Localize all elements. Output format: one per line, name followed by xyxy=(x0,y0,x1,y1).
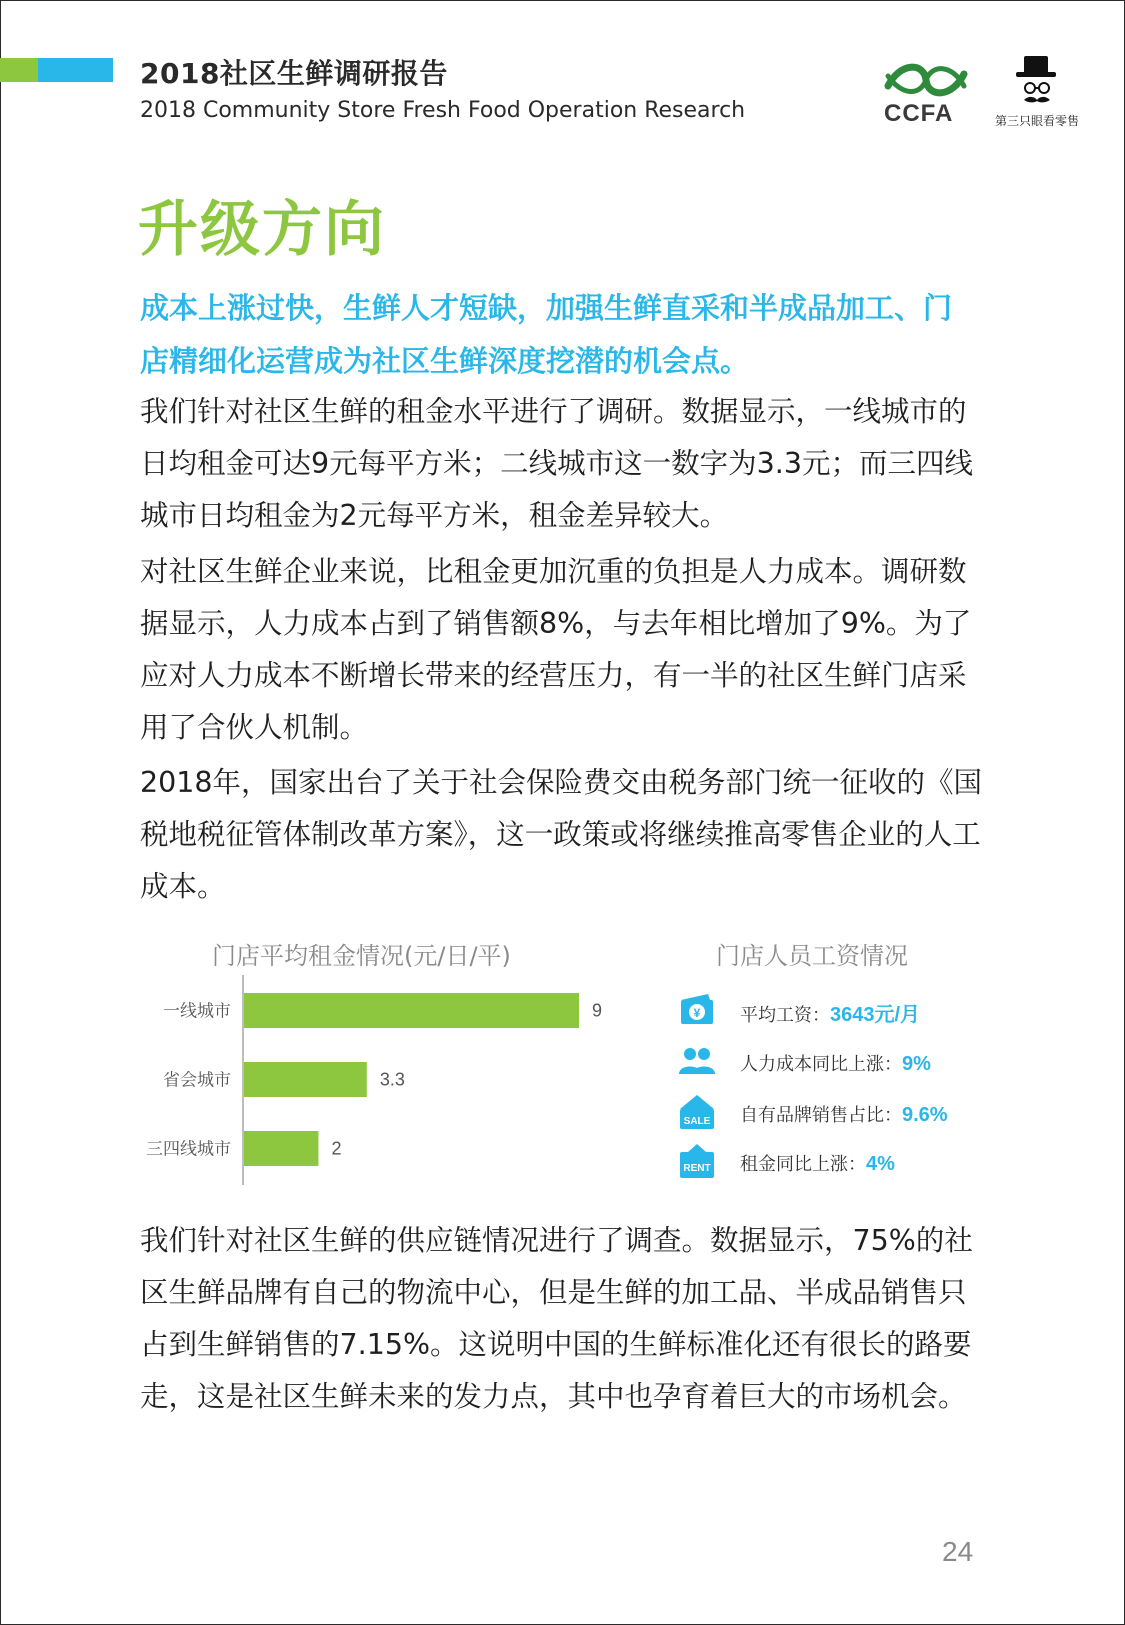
stat-label-text: 人力成本同比上涨： xyxy=(740,1054,902,1075)
paragraph-rent: 我们针对社区生鲜的租金水平进行了调研。数据显示，一线城市的日均租金可达9元每平方米；二线城市这一数字为3.3元；而三四线城市日均租金为2元每平方米，租金差异较大。 xyxy=(140,395,973,532)
bar xyxy=(244,1131,318,1166)
header-accent-green xyxy=(0,58,38,82)
report-title: 2018社区生鲜调研报告 xyxy=(140,57,448,90)
header-accent-blue xyxy=(38,58,113,82)
stat-label xyxy=(740,1101,948,1127)
stat-value: 9.6% xyxy=(902,1104,948,1126)
yen-wallet-icon xyxy=(678,990,716,1028)
third-eye-logo-text: 第三只眼看零售 xyxy=(995,114,1080,128)
stat-value: 9% xyxy=(902,1053,931,1075)
stat-label-text: 自有品牌销售占比： xyxy=(740,1105,902,1126)
sale-sign-icon xyxy=(678,1093,716,1131)
value-label: 9 xyxy=(592,1000,603,1021)
sale-sign-text: SALE xyxy=(683,1116,711,1127)
value-label: 2 xyxy=(331,1138,342,1159)
category-label: 省会城市 xyxy=(163,1070,231,1091)
bar xyxy=(244,1062,367,1097)
stat-rent-growth xyxy=(678,1142,998,1182)
rent-bar-chart xyxy=(140,975,660,1195)
stat-label xyxy=(740,1150,895,1176)
stat-value: 3643元/月 xyxy=(830,1004,921,1026)
category-label: 三四线城市 xyxy=(146,1139,231,1160)
yen-symbol: ¥ xyxy=(693,1006,701,1020)
category-label: 一线城市 xyxy=(163,1001,231,1022)
wage-panel-title: 门店人员工资情况 xyxy=(716,942,908,970)
stat-label xyxy=(740,1050,931,1076)
stat-private-brand-share xyxy=(678,1093,998,1133)
paragraph-policy: 2018年，国家出台了关于社会保险费交由税务部门统一征收的《国税地税征管体制改革方案》，这一政策或将继续推高零售企业的人工成本。 xyxy=(140,766,983,903)
stat-value: 4% xyxy=(866,1153,895,1175)
page-number: 24 xyxy=(942,1536,974,1567)
people-icon xyxy=(678,1042,716,1080)
value-label: 3.3 xyxy=(379,1069,405,1090)
paragraph-supply-chain: 我们针对社区生鲜的供应链情况进行了调查。数据显示，75%的社区生鲜品牌有自己的物流中心，但是生鲜的加工品、半成品销售只占到生鲜销售的7.15%。这说明中国的生鲜标准化还有很长的路要走，这是社区生鲜未来的发力点，其中也孕育着巨大的市场机会。 xyxy=(140,1224,973,1413)
rent-sign-text: RENT xyxy=(683,1163,711,1174)
paragraph-labor-cost: 对社区生鲜企业来说，比租金更加沉重的负担是人力成本。调研数据显示，人力成本占到了销售额8%，与去年相比增加了9%。为了应对人力成本不断增长带来的经营压力，有一半的社区生鲜门店采用了合伙人机制。 xyxy=(140,555,972,744)
rent-sign-icon xyxy=(678,1142,716,1180)
stat-average-wage xyxy=(678,990,998,1030)
stat-label-text: 租金同比上涨： xyxy=(740,1154,866,1175)
stat-labor-cost-growth xyxy=(678,1042,998,1082)
ccfa-logo-text: CCFA xyxy=(884,100,954,127)
stat-label-text: 平均工资： xyxy=(740,1005,830,1026)
lead-statement: 成本上涨过快，生鲜人才短缺，加强生鲜直采和半成品加工、门店精细化运营成为社区生鲜深度挖潜的机会点。 xyxy=(140,291,953,378)
section-title: 升级方向 xyxy=(138,195,386,265)
chart-title: 门店平均租金情况(元/日/平) xyxy=(212,942,511,970)
report-subtitle: 2018 Community Store Fresh Food Operation Research xyxy=(140,98,746,123)
stat-label xyxy=(740,998,920,1027)
bar xyxy=(244,993,579,1028)
